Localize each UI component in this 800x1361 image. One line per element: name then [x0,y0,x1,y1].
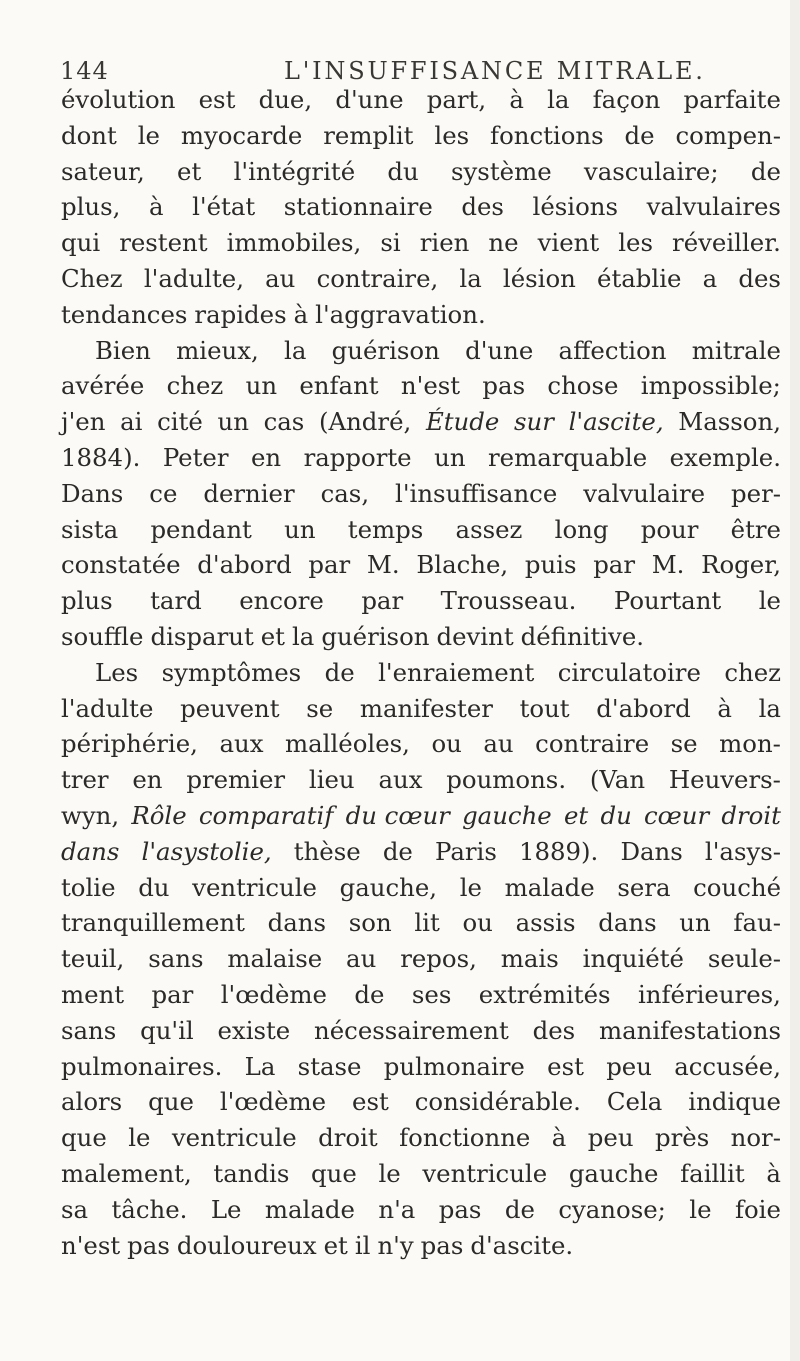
word: le [758,586,781,616]
word: tranquillement [61,908,245,938]
word: chose [547,371,619,401]
word: mieux, [176,335,259,365]
word: des [532,1015,576,1045]
word: tâche. [111,1194,188,1224]
word: du cœur [345,800,450,830]
word: est [352,1087,389,1117]
word: inquiété [582,944,684,974]
word: à [717,693,732,723]
word: est [547,1051,584,1081]
word: Dans [620,836,683,866]
word: ai [120,407,143,437]
word: Paris [435,836,497,866]
word: mais [500,944,559,974]
word: due, [258,85,313,114]
word: un [679,908,711,938]
word: alors [61,1087,123,1117]
word: d'abord [596,693,691,723]
word: symptômes [161,657,302,687]
word: à [509,85,524,114]
word: un [245,371,278,401]
word: remarquable [488,442,648,472]
word: Trousseau. [440,586,577,616]
word: malement, [61,1158,192,1188]
word: trer [61,765,109,795]
word: à [148,192,164,222]
word: cœur [644,800,710,830]
word: manifester [359,693,493,723]
word: l'œdème [219,1087,327,1117]
word: l'adulte, [143,263,244,293]
text-line [61,476,781,512]
word: d'une [465,335,534,365]
word: lieu [308,765,355,795]
word: la [284,335,307,365]
text-line [61,225,781,261]
text-line [61,368,781,404]
word: constatée [61,550,181,580]
word: disparut [150,621,254,651]
word: Dans [61,478,124,508]
word: encore [239,586,324,616]
word: mitrale [691,335,781,365]
running-title: L'INSUFFISANCE MITRALE. [284,57,706,85]
word: un [284,514,316,544]
word: de [354,979,385,1009]
word: Chez [61,263,123,293]
word: fau- [733,908,781,938]
word: ventricule [422,1158,548,1188]
word: mon- [719,729,781,759]
word: compen- [675,120,781,150]
word: wyn, [61,800,120,830]
word: poumons. [446,765,567,795]
word: 1884). [61,442,141,472]
word: et [323,1230,348,1260]
word: définitive. [520,621,645,651]
word: Cela [606,1087,663,1117]
word: restent [119,228,208,258]
word: chez [166,371,224,401]
word: circulatoire [557,657,701,687]
word: guérison [321,621,430,651]
word: La [244,1051,276,1081]
word: un [217,407,249,437]
word: Étude [425,407,500,437]
word: de [324,657,355,687]
word: seule- [707,944,781,974]
word: qui [61,228,101,258]
text-line [61,547,781,583]
text-line [61,798,781,834]
word: sista [61,514,119,544]
word: en [250,442,282,472]
text-line [61,977,781,1013]
word: plus [61,586,113,616]
word: à [293,299,309,329]
word: pas [420,1230,464,1260]
word: inférieures, [637,979,781,1009]
text-line [61,655,781,691]
word: sateur, [61,156,145,186]
word: de [382,836,413,866]
word: aux [378,765,423,795]
text-line [61,189,781,225]
word: le [128,1123,151,1153]
word: sans [61,1015,117,1045]
word: j'en [61,407,106,437]
word: pendant [150,514,252,544]
word: l'insuffisance [395,478,558,508]
word: par [361,586,404,616]
text-line [61,870,781,906]
word: pulmonaires. [61,1051,223,1081]
word: pulmonaire [383,1051,525,1081]
word: Blache, [416,550,509,580]
text-line [61,1084,781,1120]
word: malaise [227,944,323,974]
word: Roger, [701,550,781,580]
text-line [61,333,781,369]
word: stase [297,1051,362,1081]
word: premier [186,765,286,795]
word: lésions [532,192,618,222]
word: du [138,872,170,902]
word: part, [426,85,487,114]
text-line [61,118,781,154]
word: ce [149,478,178,508]
word: droit [318,1123,378,1153]
word: façon [592,85,661,114]
word: Peter [162,442,229,472]
word: pour [640,514,699,544]
word: par [308,550,351,580]
word: enfant [299,371,379,401]
word: des [461,192,504,222]
word: ou [462,908,493,938]
word: être [730,514,781,544]
text-line [61,440,781,476]
word: cas [263,407,305,437]
word: un [434,442,466,472]
word: (André, [318,407,412,437]
word: que [148,1087,194,1117]
word: ses [411,979,452,1009]
word: ou [431,729,462,759]
word: l'enraiement [378,657,535,687]
text-line [61,941,781,977]
word: per- [731,478,781,508]
word: d'abord [197,550,292,580]
word: se [306,693,334,723]
word: la [547,85,570,114]
word: de [750,156,781,186]
word: et [177,156,202,186]
word: avérée [61,371,145,401]
word: tout [519,693,570,723]
word: pas [127,1230,170,1260]
word: n'y [377,1230,414,1260]
word: dans [267,908,327,938]
word: comparatif [198,800,334,830]
word: malade [504,872,595,902]
word: repos, [400,944,477,974]
word: aux [219,729,264,759]
text-line [61,297,781,333]
word: gauche [462,800,552,830]
word: l'adulte [61,693,154,723]
word: Pourtant [613,586,722,616]
word: évolution [61,85,176,114]
word: par [593,550,636,580]
word: dans [598,908,657,938]
word: dont [61,120,117,150]
word: malade [264,1194,355,1224]
word: ventricule [171,1123,297,1153]
body-text [61,82,781,1263]
word: le [459,872,482,902]
word: Heuvers- [668,765,781,795]
word: assez [455,514,523,544]
word: rien [419,228,470,258]
word: le [378,1158,401,1188]
word: à [766,1158,781,1188]
word: d'ascite. [470,1230,574,1260]
word: il [354,1230,371,1260]
word: les [618,228,653,258]
word: la [292,621,315,651]
text-line [61,1049,781,1085]
word: ne [488,228,519,258]
word: parfaite [683,85,781,114]
word: ment [61,979,125,1009]
word: vient [537,228,600,258]
word: près [654,1123,710,1153]
word: M. [366,550,400,580]
word: n'est [400,371,461,401]
word: contraire, [316,263,439,293]
word: douloureux [176,1230,317,1260]
word: à [551,1123,567,1153]
word: souffle [61,621,144,651]
word: peu [606,1051,652,1081]
word: gauche, [339,872,438,902]
word: pas [438,1194,482,1224]
word: tendances [61,299,188,329]
word: de [624,120,655,150]
text-line [61,583,781,619]
word: teuil, [61,944,125,974]
word: l'intégrité [233,156,356,186]
word: d'une [335,85,404,114]
word: pas [482,371,526,401]
word: temps [347,514,424,544]
text-line [61,1192,781,1228]
word: chez [724,657,781,687]
word: cas, [320,478,370,508]
text-line [61,512,781,548]
word: cité [157,407,203,437]
word: valvulaires [646,192,781,222]
word: rapporte [303,442,412,472]
word: système [451,156,552,186]
word: ventricule [192,872,317,902]
word: (Van [589,765,646,795]
word: n'est [61,1230,121,1260]
word: que [311,1158,357,1188]
word: au [346,944,377,974]
text-line [61,762,781,798]
word: qu'il [140,1015,194,1045]
text-line [61,261,781,297]
text-line [61,82,781,118]
word: la [459,263,482,293]
word: dernier [203,478,295,508]
word: accusée, [674,1051,781,1081]
word: l'ascite, [568,407,664,437]
word: du [600,800,632,830]
word: couché [693,872,781,902]
text-line [61,154,781,190]
word: fonctions [490,120,604,150]
word: les [434,120,470,150]
word: Les [95,657,139,687]
word: réveiller. [672,228,781,258]
word: fonctionne [399,1123,531,1153]
word: peuvent [180,693,280,723]
word: au [483,729,514,759]
word: l'asys- [704,836,781,866]
word: en [132,765,163,795]
word: vasculaire; [583,156,719,186]
word: myocarde [180,120,303,150]
word: impossible; [640,371,781,401]
word: Masson, [678,407,781,437]
word: se [670,729,698,759]
word: immobiles, [226,228,362,258]
word: peu [587,1123,634,1153]
word: l'asystolie, [141,836,272,866]
text-line [61,905,781,941]
word: extrémités [478,979,611,1009]
word: et [260,621,285,651]
word: gauche [568,1158,659,1188]
word: thèse [293,836,361,866]
text-line [61,1156,781,1192]
word: manifestations [598,1015,781,1045]
word: faillit [680,1158,745,1188]
word: nécessairement [314,1015,509,1045]
word: dans [61,836,120,866]
word: des [738,263,781,293]
word: plus, [61,192,121,222]
word: son [348,908,392,938]
word: établie [597,263,682,293]
word: long [554,514,609,544]
text-line [61,1228,781,1264]
word: l'état [192,192,256,222]
word: indique [688,1087,781,1117]
word: exemple. [669,442,781,472]
word: de [504,1194,535,1224]
word: lésion [502,263,576,293]
word: considérable. [414,1087,581,1117]
word: foie [734,1194,781,1224]
text-line [61,834,781,870]
word: nor- [730,1123,781,1153]
word: sa [61,1194,89,1224]
word: remplit [323,120,414,150]
word: si [380,228,401,258]
word: la [758,693,781,723]
word: droit [721,800,781,830]
word: n'a [378,1194,416,1224]
word: contraire [535,729,650,759]
word: assis [515,908,576,938]
text-line [61,619,781,655]
word: tandis [213,1158,290,1188]
word: cyanose; [558,1194,666,1224]
text-line [61,1120,781,1156]
word: valvulaire [583,478,706,508]
word: stationnaire [283,192,433,222]
text-line [61,1013,781,1049]
word: rapides [194,299,287,329]
word: puis [524,550,577,580]
word: malléoles, [285,729,410,759]
word: Le [210,1194,242,1224]
word: lit [414,908,440,938]
word: sera [617,872,671,902]
word: l'aggravation. [315,299,486,329]
word: M. [651,550,685,580]
text-line [61,404,781,440]
word: et [563,800,589,830]
word: sur [514,407,554,437]
word: a [702,263,718,293]
word: le [689,1194,712,1224]
word: existe [217,1015,291,1045]
word: Rôle [131,800,187,830]
word: guérison [331,335,440,365]
word: Bien [95,335,151,365]
word: devint [436,621,514,651]
word: l'œdème [220,979,327,1009]
word: tard [150,586,202,616]
word: au [265,263,296,293]
word: par [151,979,194,1009]
word: périphérie, [61,729,198,759]
text-line [61,726,781,762]
word: tolie [61,872,116,902]
word: sans [148,944,204,974]
text-line [61,691,781,727]
word: 1889). [518,836,599,866]
word: du [387,156,419,186]
word: affection [558,335,667,365]
page-number: 144 [60,57,109,85]
word: que [61,1123,107,1153]
word: est [198,85,236,114]
word: le [137,120,160,150]
